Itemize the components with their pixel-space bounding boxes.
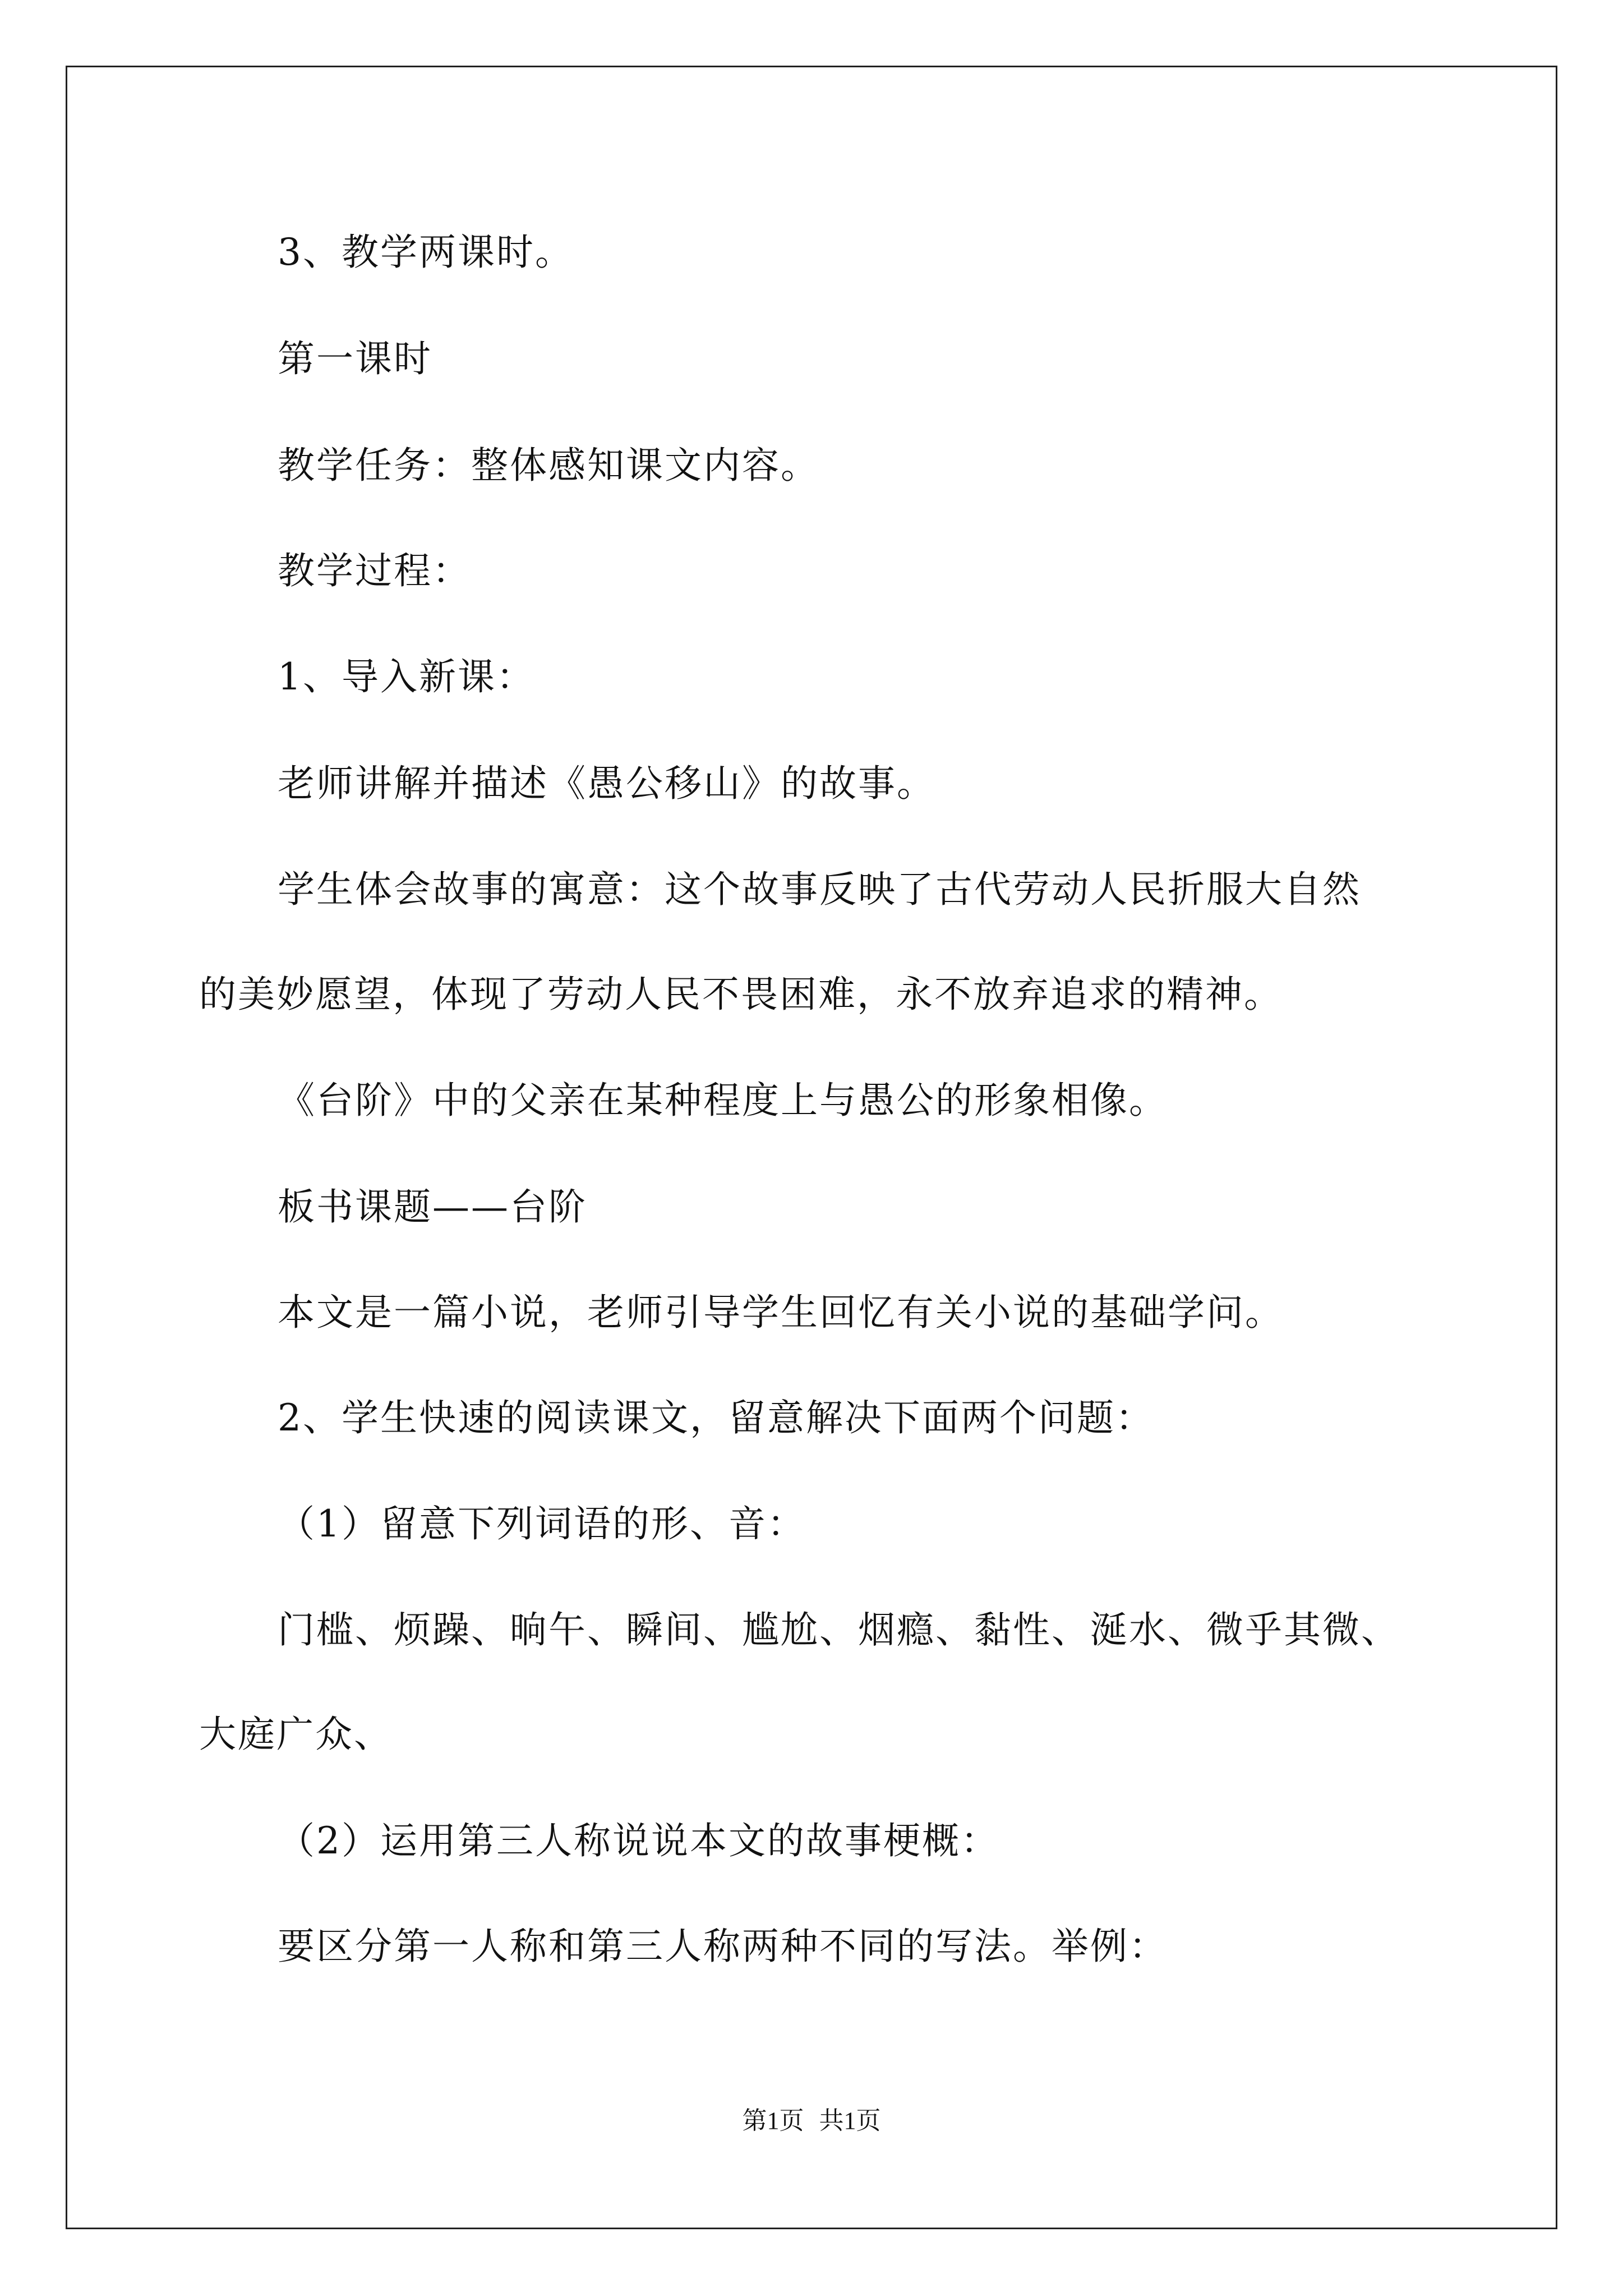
- paragraph: （1）留意下列词语的形、音：: [278, 1502, 806, 1545]
- paragraph-continuation: 的美妙愿望，体现了劳动人民不畏困难，永不放弃追求的精神。: [199, 973, 1283, 1016]
- page-border: [66, 66, 1557, 2229]
- paragraph: 老师讲解并描述《愚公移山》的故事。: [278, 762, 935, 805]
- current-page-label: 第1页: [742, 2107, 804, 2134]
- paragraph-continuation: 大庭广众、: [199, 1713, 393, 1756]
- paragraph: 板书课题——台阶: [278, 1185, 587, 1228]
- page-footer: [0, 2105, 1623, 2137]
- paragraph: 门槛、烦躁、晌午、瞬间、尴尬、烟瘾、黏性、涎水、微乎其微、: [278, 1608, 1400, 1651]
- paragraph: 教学过程：: [278, 549, 471, 592]
- paragraph: 本文是一篇小说，老师引导学生回忆有关小说的基础学问。: [278, 1291, 1284, 1334]
- total-pages-label: 共1页: [819, 2107, 881, 2134]
- paragraph: 要区分第一人称和第三人称两种不同的写法。举例：: [278, 1925, 1168, 1968]
- paragraph: 3、教学两课时。: [278, 231, 574, 274]
- paragraph: 第一课时: [278, 337, 432, 380]
- paragraph: 《台阶》中的父亲在某种程度上与愚公的形象相像。: [278, 1079, 1168, 1122]
- paragraph: 学生体会故事的寓意：这个故事反映了古代劳动人民折服大自然: [278, 868, 1361, 911]
- paragraph: （2）运用第三人称说说本文的故事梗概：: [278, 1819, 999, 1862]
- paragraph: 1、导入新课：: [278, 655, 535, 698]
- paragraph: 教学任务：整体感知课文内容。: [278, 444, 819, 487]
- paragraph: 2、学生快速的阅读课文，留意解决下面两个问题：: [278, 1396, 1154, 1439]
